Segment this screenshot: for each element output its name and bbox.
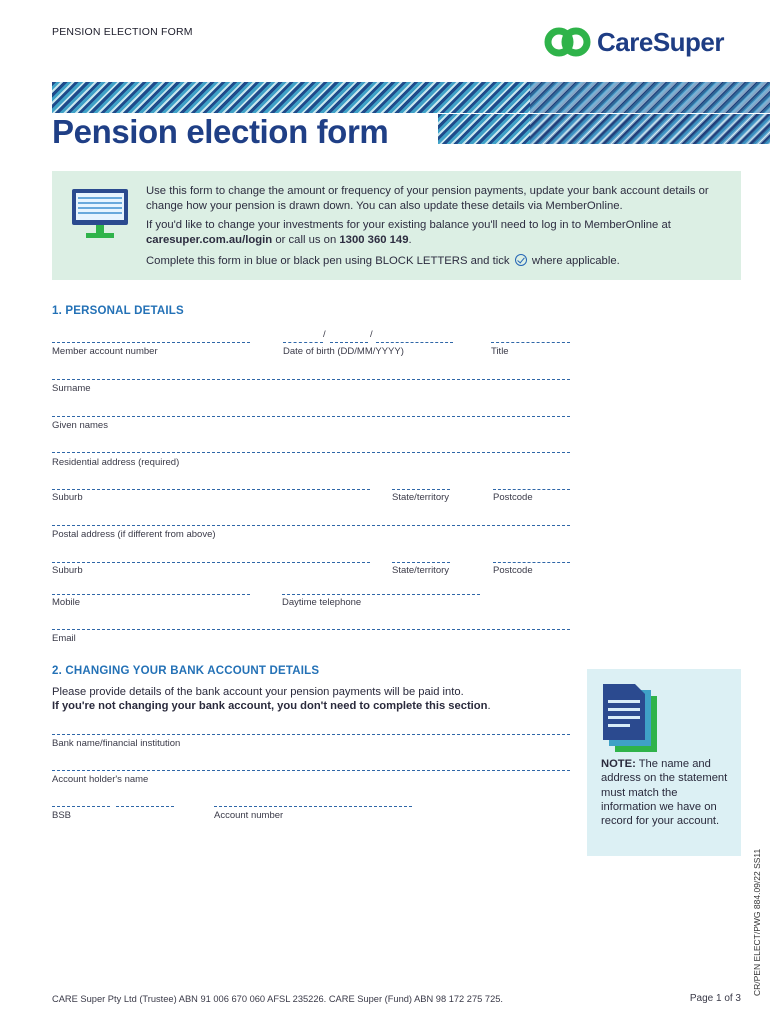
memberonline-login-link[interactable]: caresuper.com.au/login	[146, 234, 273, 246]
bank-name-field[interactable]	[52, 734, 570, 735]
bank-intro-line: Please provide details of the bank account your pension payments will be paid into.	[52, 686, 464, 698]
bank-name-label: Bank name/financial institution	[52, 738, 181, 749]
bank-section-intro	[52, 685, 582, 713]
dob-separator-1: /	[323, 329, 326, 340]
suburb-label: Suburb	[52, 492, 83, 503]
intro-p2-end: .	[408, 234, 412, 246]
intro-paragraph-3	[146, 252, 731, 269]
bsb-field-part-1[interactable]	[52, 806, 110, 807]
postcode-label: Postcode	[493, 492, 533, 503]
email-field[interactable]	[52, 629, 570, 630]
document-icon	[601, 682, 661, 758]
intro-text	[146, 184, 731, 273]
title-hatch-band-bottom	[438, 114, 770, 144]
caresuper-logo-mark-icon	[543, 25, 593, 59]
bsb-label: BSB	[52, 810, 72, 821]
postal-suburb-field[interactable]	[52, 562, 370, 563]
daytime-telephone-label: Daytime telephone	[282, 597, 362, 608]
footer-legal-text: CARE Super Pty Ltd (Trustee) ABN 91 006 670 060 AFSL 235226. CARE Super (Fund) ABN 98 172 275 725.	[52, 994, 503, 1004]
note-body: The name and address on the statement must match the information we have on record for your account.	[601, 758, 728, 828]
phone-number: 1300 360 149	[339, 234, 409, 246]
given-names-field[interactable]	[52, 416, 570, 417]
section-personal-details-heading: 1. PERSONAL DETAILS	[52, 305, 184, 317]
caresuper-logo-text: CareSuper	[597, 26, 724, 57]
form-reference-code: CR/PEN ELECT/PWG 884.09/22 SS11	[752, 848, 762, 996]
member-account-number-label: Member account number	[52, 346, 158, 357]
daytime-telephone-field[interactable]	[282, 594, 480, 595]
page-number: Page 1 of 3	[689, 993, 741, 1004]
postal-address-field[interactable]	[52, 525, 570, 526]
residential-address-label: Residential address (required)	[52, 457, 180, 468]
email-label: Email	[52, 633, 76, 644]
page-title: Pension election form	[52, 113, 396, 151]
intro-p2-text: If you'd like to change your investments for your existing balance you'll need to log in to MemberOnline at	[146, 219, 671, 231]
title-hatch-band-top	[52, 82, 770, 113]
bank-intro-bold: If you're not changing your bank account, you don't need to complete this section	[52, 700, 488, 712]
intro-p2-mid: or call us on	[272, 234, 340, 246]
intro-paragraph-2	[146, 218, 731, 248]
mobile-label: Mobile	[52, 597, 80, 608]
dob-label: Date of birth (DD/MM/YYYY)	[283, 346, 404, 357]
account-holder-name-label: Account holder's name	[52, 774, 149, 785]
surname-field[interactable]	[52, 379, 570, 380]
computer-monitor-icon	[70, 187, 130, 241]
mobile-field[interactable]	[52, 594, 250, 595]
note-text	[601, 757, 735, 828]
residential-address-field[interactable]	[52, 452, 570, 453]
intro-p3-text: Complete this form in blue or black pen using BLOCK LETTERS and tick	[146, 255, 510, 267]
member-account-number-field[interactable]	[52, 342, 250, 343]
note-box	[587, 669, 741, 856]
section-bank-account-heading: 2. CHANGING YOUR BANK ACCOUNT DETAILS	[52, 665, 320, 677]
account-holder-name-field[interactable]	[52, 770, 570, 771]
title-label: Title	[491, 346, 509, 357]
bank-intro-bold-line	[52, 699, 582, 713]
postal-postcode-label: Postcode	[493, 565, 533, 576]
postal-state-territory-label: State/territory	[392, 565, 450, 576]
dob-month-field[interactable]	[330, 342, 368, 343]
postal-suburb-label: Suburb	[52, 565, 83, 576]
postal-postcode-field[interactable]	[493, 562, 570, 563]
dob-separator-2: /	[370, 329, 373, 340]
title-field[interactable]	[491, 342, 570, 343]
state-territory-label: State/territory	[392, 492, 450, 503]
surname-label: Surname	[52, 383, 91, 394]
postcode-field[interactable]	[493, 489, 570, 490]
note-label: NOTE:	[601, 758, 636, 770]
given-names-label: Given names	[52, 420, 108, 431]
suburb-field[interactable]	[52, 489, 370, 490]
account-number-field[interactable]	[214, 806, 412, 807]
bank-intro-end: .	[487, 700, 491, 712]
intro-info-box	[52, 171, 741, 280]
dob-year-field[interactable]	[376, 342, 453, 343]
tick-circle-icon	[515, 254, 527, 266]
bsb-field-part-2[interactable]	[116, 806, 174, 807]
postal-state-territory-field[interactable]	[392, 562, 450, 563]
intro-paragraph-1: Use this form to change the amount or frequency of your pension payments, update your bank account details or change how your pension is drawn down. You can also update these details via MemberOnline.	[146, 185, 709, 212]
postal-address-label: Postal address (if different from above)	[52, 529, 216, 540]
form-header-label: PENSION ELECTION FORM	[52, 26, 193, 38]
intro-p3-after: where applicable.	[531, 255, 620, 267]
caresuper-logo	[543, 24, 748, 60]
dob-day-field[interactable]	[283, 342, 323, 343]
state-territory-field[interactable]	[392, 489, 450, 490]
account-number-label: Account number	[214, 810, 284, 821]
